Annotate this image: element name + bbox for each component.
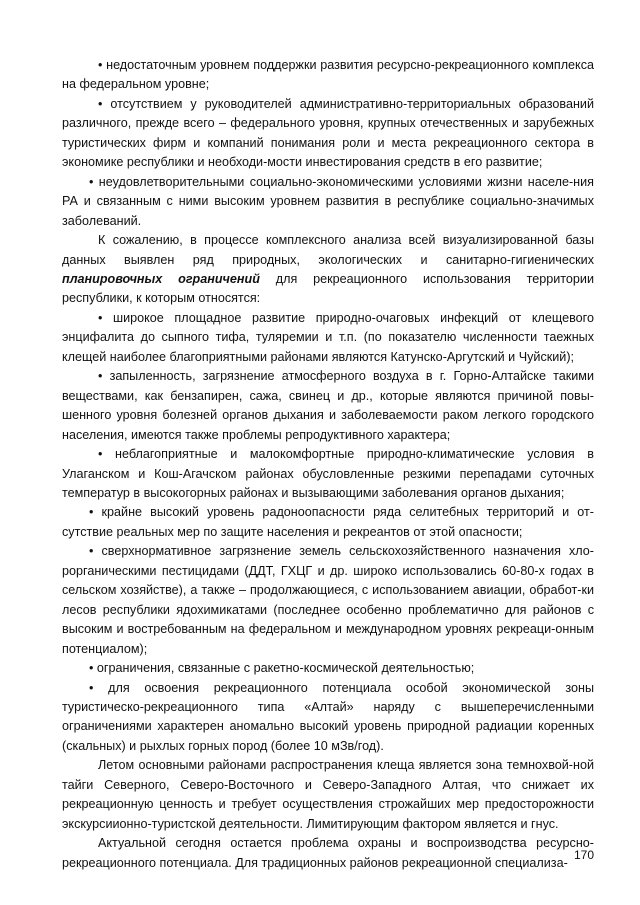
bullet-paragraph: • для освоения рекреационного потенциала особой экономической зоны туристическо-рекреационного типа «Алтай» наряду с вышеперечисленными ограничениями характерен аномально высокий уровень природной радиации коренных (скальных) и рыхлых горных пород (более 10 мЗв/год). [62,680,594,753]
body-paragraph: Актуальной сегодня остается проблема охраны и воспроизводства ресурсно-рекреационного потенциала. Для традиционных районов рекреационной специализа- [62,836,594,870]
page-number: 170 [573,848,594,862]
paragraph-text: для рекреационного использования территории республики, к которым относятся: [62,271,594,306]
bullet-paragraph: • неудовлетворительными социально-экономическими условиями жизни населе-ния РА и связанным с ними высоким уровнем развития в республике социально-значимых заболеваний. [62,174,594,228]
bullet-paragraph: • сверхнормативное загрязнение земель сельскохозяйственного назначения хло-рорганическими пестицидами (ДДТ, ГХЦГ и др. широко использовались 60-80-х годах в сельском хозяйстве), а также – продолжающиеся, с использованием авиации, обработ-ки лесов республики ядохимикатами (последнее особенно проблематично для районов с высоким и востребованным на федеральном и международном уровнях рекреаци-онным потенциалом); [62,544,594,656]
bullet-paragraph: • ограничения, связанные с ракетно-космической деятельностью; [89,661,475,676]
body-paragraph: Летом основными районами распространения клеща является зона темнохвой-ной тайги Северного, Северо-Восточного и Северо-Западного Алтая, что снижает их рекреационную ценность и требует осуществления строжайших мер предосторожности экскурсиионно-туристской деятельности. Лимитирующим фактором является и гнус. [62,758,594,831]
bullet-paragraph: • отсутствием у руководителей административно-территориальных образований различного, прежде всего – федерального уровня, крупных отечественных и зарубежных туристических фирм и компаний понимания роли и места рекреационного сектора в экономике республики и необходи-мости инвестирования средств в его развитие; [62,96,594,170]
bullet-paragraph: • широкое площадное развитие природно-очаговых инфекций от клещевого энцифалита до сыпного тифа, туляремии и т.п. (по показателю численности таежных клещей наиболее благоприятными районами являются Катунско-Аргутский и Чуйский); [62,310,594,364]
bullet-paragraph: • крайне высокий уровень радоноопасности ряда селитебных территорий и от-сутствие реальных мер по защите населения и рекреантов от этой опасности; [62,505,594,539]
body-paragraph [62,231,594,309]
bullet-paragraph: • недостаточным уровнем поддержки развития ресурсно-рекреационного комплекса на федеральном уровне; [62,58,594,92]
bullet-paragraph: • неблагоприятные и малокомфортные природно-климатические условия в Улаганском и Кош-Агачском районах обусловленные резкими перепадами суточных температур в высокогорных районах и вызывающими заболевания органов дыхания; [62,447,594,500]
emphasized-term: планировочных ограничений [62,271,260,286]
bullet-paragraph: • запыленность, загрязнение атмосферного воздуха в г. Горно-Алтайске такими веществами, как бензапирен, сажа, свинец и др., которые являются причиной повы-шенного уровня болезней органов дыхания и заболеваемости раком легкого городского населения, имеются также проблемы репродуктивного характера; [62,369,594,442]
body-text [62,56,594,873]
paragraph-text: К сожалению, в процессе комплексного анализа всей визуализированной базы данных выявлен ряд природных, экологических и санитарно-гигиенических [62,233,594,267]
